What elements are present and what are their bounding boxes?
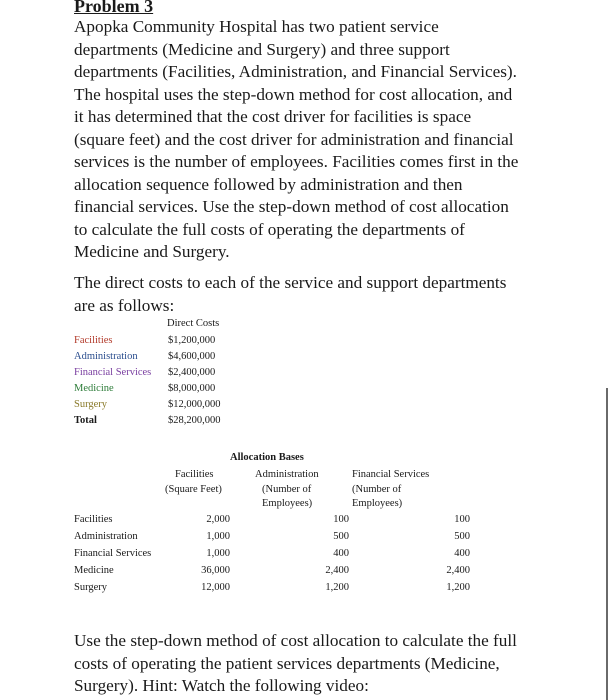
fin-employees-value: 400: [454, 548, 470, 559]
dept-label: Surgery: [74, 399, 108, 410]
dept-label: Facilities: [74, 335, 113, 346]
problem-line: allocation sequence followed by administration and then: [74, 174, 463, 194]
sqft-value: 1,000: [206, 548, 230, 559]
admin-employees-value: 500: [333, 531, 349, 542]
col-header-administration: Administration: [255, 469, 319, 480]
row-label: Facilities: [74, 514, 113, 525]
fin-employees-value: 1,200: [446, 582, 470, 593]
row-label: Medicine: [74, 565, 114, 576]
col-header-financial-sub2: Employees): [352, 498, 403, 509]
row-label: Financial Services: [74, 548, 152, 559]
problem-line: Apopka Community Hospital has two patient service: [74, 17, 439, 36]
cost-value: $12,000,000: [168, 399, 221, 410]
row-label: Surgery: [74, 582, 108, 593]
table-row: [74, 349, 234, 365]
table-row: [74, 397, 234, 413]
col-header-facilities: Facilities: [175, 469, 214, 480]
cost-value: $1,200,000: [168, 335, 216, 346]
fin-employees-value: 500: [454, 531, 470, 542]
admin-employees-value: 400: [333, 548, 349, 559]
col-header-administration-sub2: Employees): [262, 498, 313, 509]
dept-label: Total: [74, 415, 97, 426]
cost-value: $28,200,000: [168, 415, 221, 426]
problem-line: The hospital uses the step-down method for cost allocation, and: [74, 84, 513, 104]
admin-employees-value: 100: [333, 514, 349, 525]
intro-line: are as follows:: [74, 295, 175, 315]
problem-line: to calculate the full costs of operating the departments of: [74, 219, 465, 239]
col-header-administration-sub: (Number of: [262, 484, 312, 495]
col-header-financial-sub: (Number of: [352, 484, 402, 495]
dept-label: Financial Services: [74, 367, 152, 378]
admin-employees-value: 1,200: [325, 582, 349, 593]
closing-line: Use the step-down method of cost allocation to calculate the full: [74, 631, 517, 650]
problem-statement: [74, 16, 554, 264]
admin-employees-value: 2,400: [325, 565, 349, 576]
problem-title: Problem 3: [74, 0, 154, 16]
col-header-facilities-sub: (Square Feet): [165, 484, 222, 495]
intro-line: The direct costs to each of the service and support departments: [74, 273, 507, 292]
problem-line: (square feet) and the cost driver for administration and financial: [74, 129, 514, 149]
fin-employees-value: 100: [454, 514, 470, 525]
closing-line: costs of operating the patient services departments (Medicine,: [74, 653, 500, 673]
problem-line: departments (Facilities, Administration, and Financial Services).: [74, 62, 517, 81]
dept-label: Administration: [74, 351, 138, 362]
allocation-title: Allocation Bases: [230, 452, 304, 463]
col-header-financial: Financial Services: [352, 469, 430, 480]
sqft-value: 12,000: [201, 582, 230, 593]
row-label: Administration: [74, 531, 138, 542]
table-row: [74, 333, 234, 349]
sqft-value: 36,000: [201, 565, 230, 576]
cost-value: $4,600,000: [168, 351, 216, 362]
dept-label: Medicine: [74, 383, 114, 394]
problem-line: services is the number of employees. Facilities comes first in the: [74, 152, 519, 171]
direct-costs-intro: [74, 272, 554, 317]
problem-line: departments (Medicine and Surgery) and three support: [74, 39, 450, 59]
problem-line: financial services. Use the step-down method of cost allocation: [74, 197, 509, 216]
fin-employees-value: 2,400: [446, 565, 470, 576]
problem-line: it has determined that the cost driver for facilities is space: [74, 107, 472, 126]
cost-value: $2,400,000: [168, 367, 216, 378]
sqft-value: 2,000: [206, 514, 230, 525]
closing-line: Surgery). Hint: Watch the following video:: [74, 676, 369, 695]
sqft-value: 1,000: [206, 531, 230, 542]
cost-value: $8,000,000: [168, 383, 216, 394]
table-row: [74, 413, 234, 429]
closing-instructions: [74, 630, 554, 698]
problem-line: Medicine and Surgery.: [74, 242, 230, 261]
table-row: [74, 381, 234, 397]
table-row: [74, 365, 234, 381]
page-edge-divider: [606, 388, 608, 700]
direct-costs-header: Direct Costs: [167, 318, 220, 329]
